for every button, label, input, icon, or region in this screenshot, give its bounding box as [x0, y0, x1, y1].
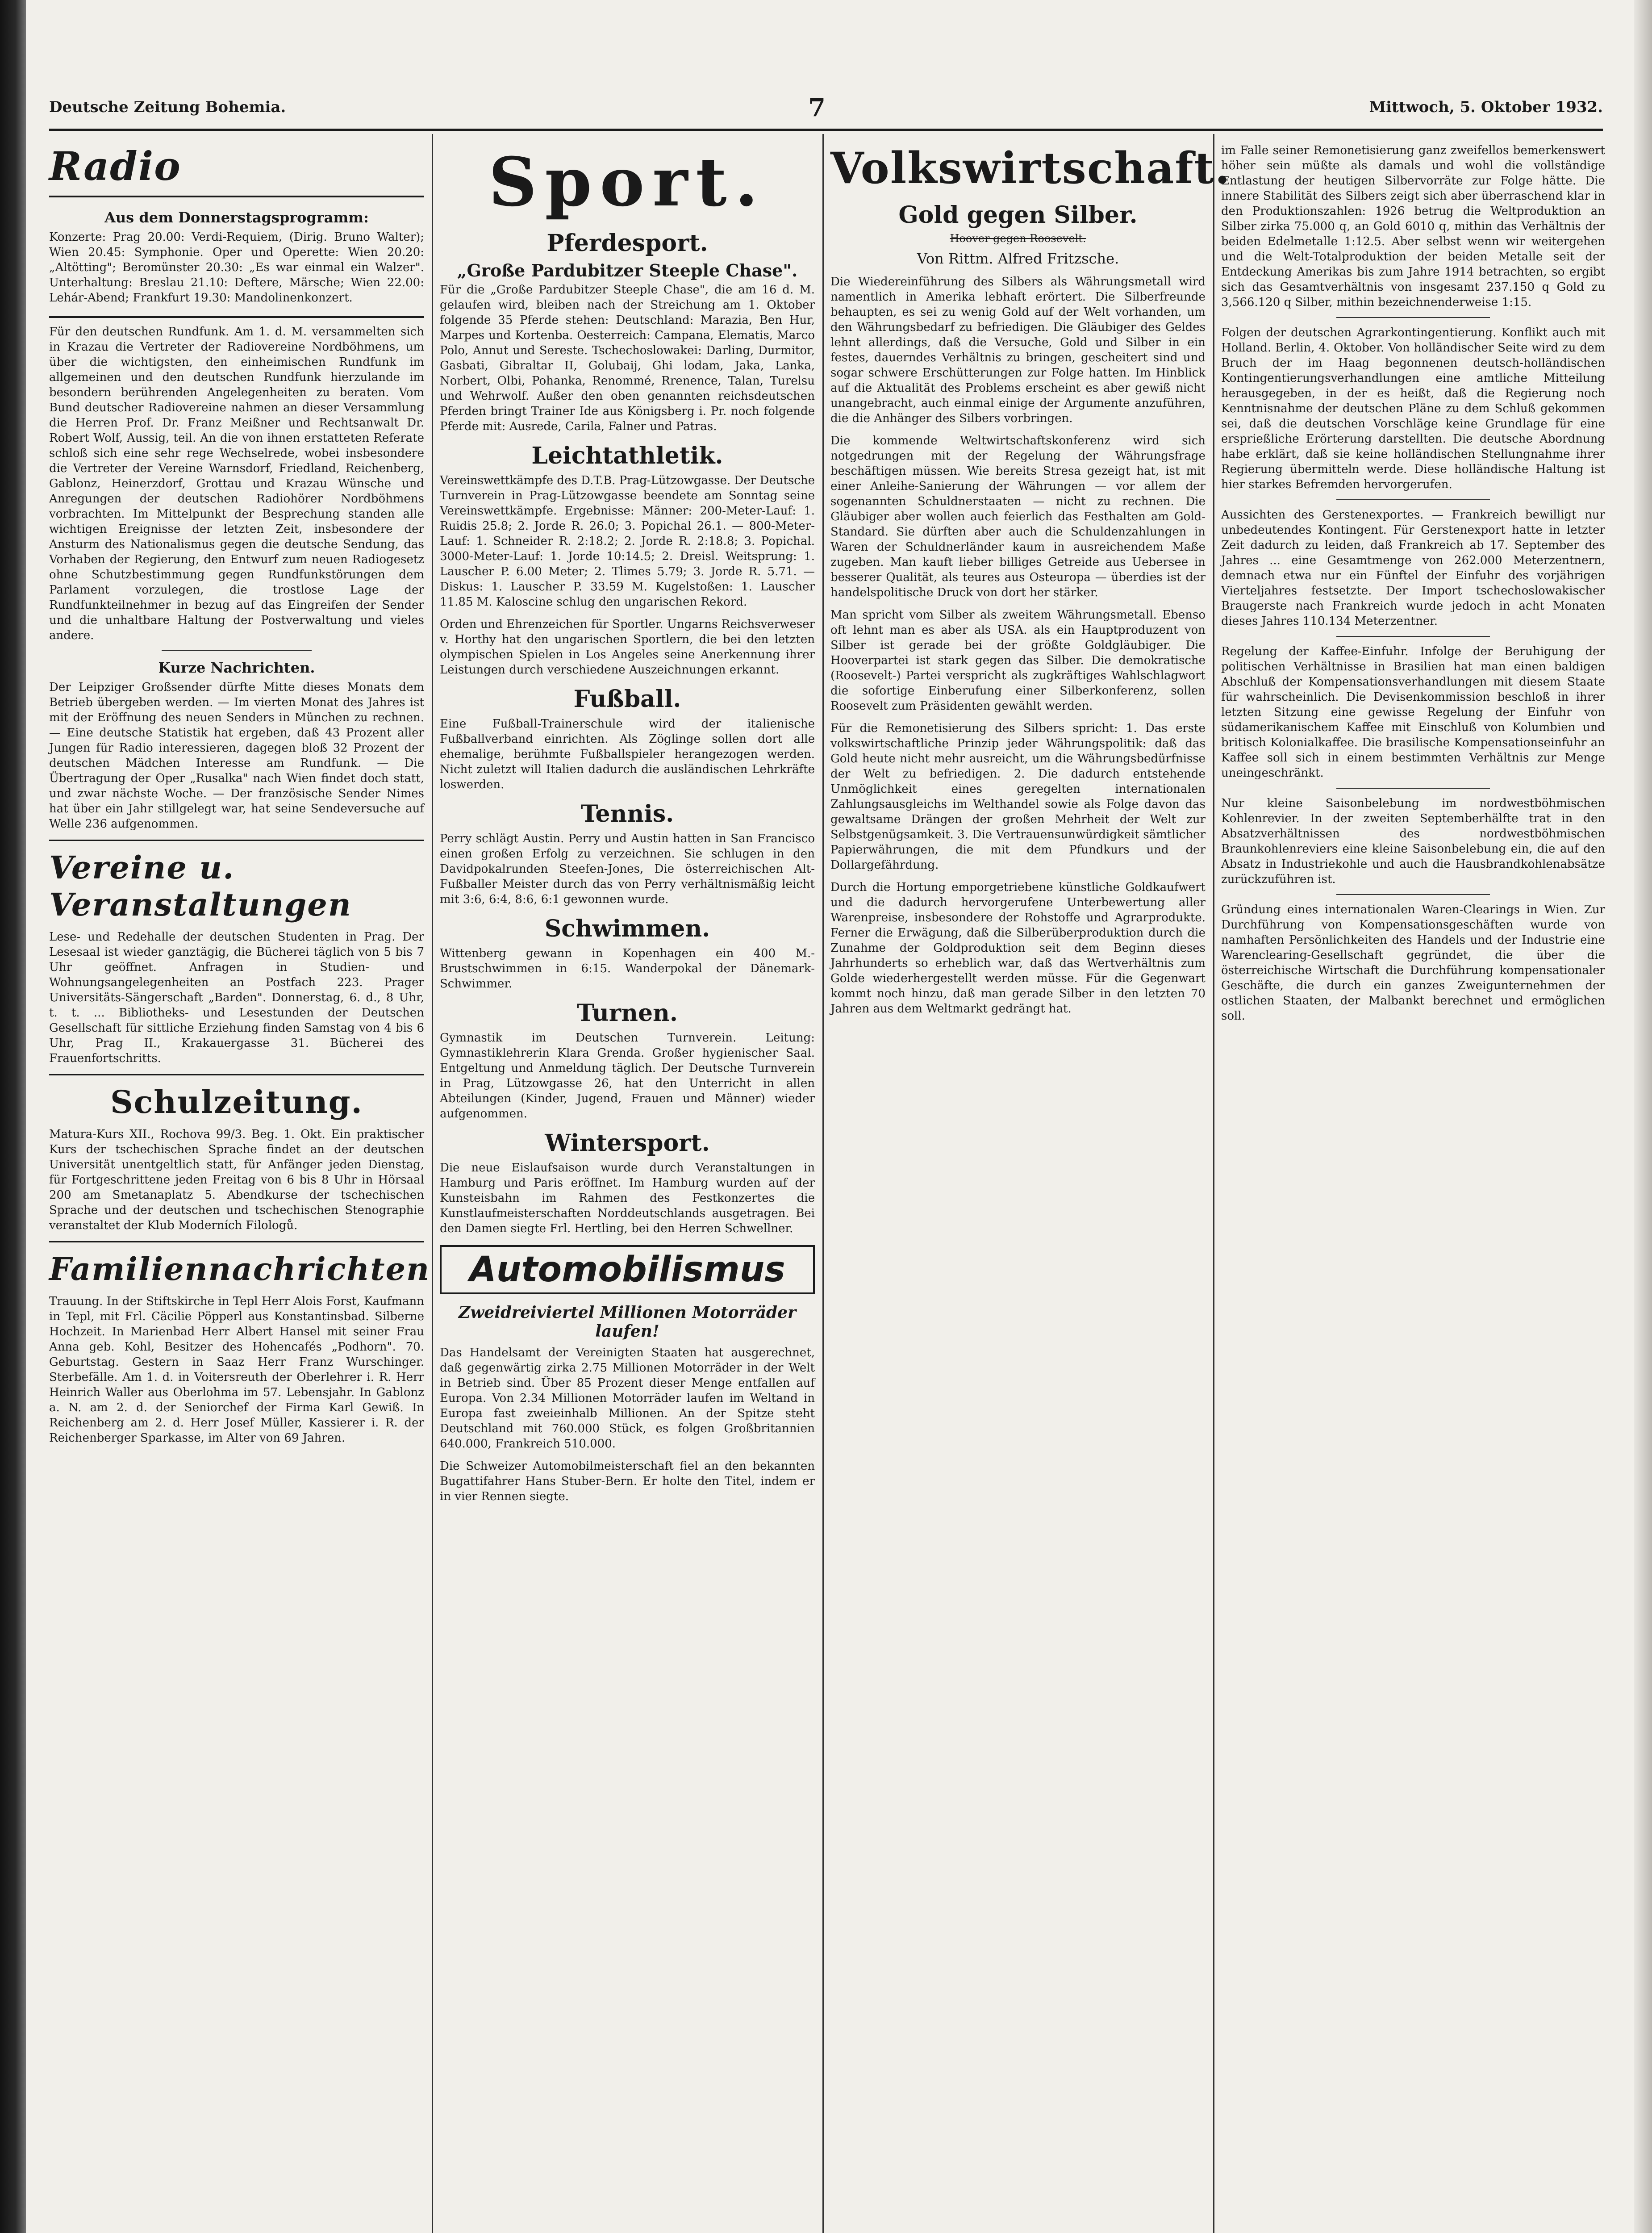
article-schweizer: Die Schweizer Automobilmeisterschaft fiel an den bekannten Bugattifahrer Hans Stuber-Bern. Er holte den Titel, indem er in vier Rennen siegte.: [440, 1459, 815, 1503]
article-turnen: Gymnastik im Deutschen Turnverein. Leitung: Gymnastiklehrerin Klara Grenda. Großer hygienischer Saal. Entgeltung und Anmeldung täglich. Der Deutsche Turnverein in Prag, Lützowgasse 26, hat den Unterricht in allen Abteilungen (Kinder, Jugend, Frauen und Männer) wieder aufgenommen.: [440, 1031, 815, 1121]
column-divider: [432, 134, 433, 2233]
auto-subheader: Zweidreiviertel Millionen Motorräder laufen!: [459, 1303, 796, 1341]
fussball-header: Fußball.: [573, 686, 681, 713]
gold-header: Gold gegen Silber.: [898, 201, 1138, 229]
leicht-header: Leichtathletik.: [531, 442, 723, 469]
book-spine-shadow: [0, 0, 26, 2233]
section-title-schul: Schulzeitung.: [110, 1083, 363, 1121]
section-title-volkswirtschaft: Volkswirtschaft.: [830, 143, 1231, 193]
column-divider: [822, 134, 824, 2233]
column-wirtschaft-news: [1221, 143, 1605, 1031]
article-familien: Trauung. In der Stiftskirche in Tepl Herr Alois Forst, Kaufmann in Tepl, mit Frl. Cäcilie Pöpperl aus Konstantinsbad. Silberne Hochzeit. In Marienbad Herr Albert Hansel mit seiner Frau Anna geb. Kohl, Besitzer des Hohencafés „Podhorn". 70. Geburtstag. Gestern in Saaz Herr Franz Wurschinger. Sterbefälle. Am 1. d. in Voitersreuth der Oberlehrer i. R. Herr Heinrich Waller aus Oberlohma im 57. Lebensjahr. In Gablonz a. N. am 2. d. der Seniorchef der Firma Karl Gewiß. In Reichenberg am 2. d. Herr Josef Müller, Kassierer i. R. der Reichenberger Sparkasse, im Alter von 69 Jahren.: [49, 1295, 424, 1445]
divider: [1336, 499, 1490, 500]
article-schwimm: Wittenberg gewann in Kopenhagen ein 400 M.-Brustschwimmen in 6:15. Wanderpokal der Dänemark-Schwimmer.: [440, 947, 815, 991]
article-leicht: Vereinswettkämpfe des D.T.B. Prag-Lützowgasse. Der Deutsche Turnverein in Prag-Lützowgasse beendete am Sonntag seine Vereinswettkämpfe. Ergebnisse: Männer: 200-Meter-Lauf: 1. Ruidis 25.8; 2. Jorde R. 26.0; 3. Popichal 26.1. — 800-Meter-Lauf: 1. Schneider R. 2:18.2; 2. Jorde R. 2:18.8; 3. Popichal. 3000-Meter-Lauf: 1. Jorde 10:14.5; 2. Dreisl. Weitsprung: 1. Lauscher P. 6.00 Meter; 2. Tlimes 5.79; 3. Jorde R. 5.71. — Diskus: 1. Lauscher P. 33.59 M. Kugelstoßen: 1. Lauscher 11.85 M. Kaloscine schlug den ungarischen Rekord.: [440, 474, 815, 609]
masthead-rule: [49, 129, 1603, 131]
schwimm-header: Schwimmen.: [544, 915, 710, 942]
column-radio: [49, 143, 430, 1453]
article-winter: Die neue Eislaufsaison wurde durch Veranstaltungen in Hamburg und Paris eröffnet. Im Hamburg wurden auf der Kunsteisbahn im Rahmen des Festkonzertes die Kunstlaufmeisterschaften Norddeutschlands ausgetragen. Bei den Damen siegte Frl. Hertling, bei den Herren Schwellner.: [440, 1161, 815, 1235]
article-gold-1: Die Wiedereinführung des Silbers als Währungsmetall wird namentlich in Amerika lebhaft erörtert. Die Silberfreunde behaupten, es sei zu wenig Gold auf der Welt vorhanden, um den Währungsbedarf zu befriedigen. Die Gläubiger des Geldes lehnt allerdings, daß die Versuche, Gold und Silber in ein festes, dauerndes Verhältnis zu bringen, gescheitert sind und sogar schwere Erschütterungen zur Folge hatten. Im Hinblick auf die Aktualität des Problems erscheint es aber gewiß nicht unangebracht, auch einmal einige der Argumente anzuführen, die die Anhänger des Silbers vorbringen.: [830, 275, 1206, 425]
tennis-header: Tennis.: [580, 800, 674, 828]
article-auto: Das Handelsamt der Vereinigten Staaten hat ausgerechnet, daß gegenwärtig zirka 2.75 Millionen Motorräder in der Welt in Betrieb sind. Über 85 Prozent dieser Menge entfallen auf Europa. Von 2.34 Millionen Motorräder laufen im Weltand in Europa fast zweieinhalb Millionen. An der Spitze steht Deutschland mit 760.000 Stück, es folgen Großbritannien 640.000, Frankreich 510.000.: [440, 1346, 815, 1451]
page-edge: [1634, 0, 1652, 2233]
article-gerste: Aussichten des Gerstenexportes. — Frankreich bewilligt nur unbedeutendes Kontingent. Für Gerstenexport hatte in letzter Zeit dadurch zu leiden, daß Frankreich ab 17. September des Jahres ... eine Gesamtmenge von 262.000 Meterzentnern, demnach etwa nur ein Fünftel der Einfuhr des vorjährigen Vierteljahres festsetzte. Der Import tschechoslowakischer Braugerste nach Frankreich wurde jedoch in acht Monaten dieses Jahres 110.134 Meterzentner.: [1221, 508, 1605, 628]
article-vereine: Lese- und Redehalle der deutschen Studenten in Prag. Der Lesesaal ist wieder ganztägig, die Bücherei täglich von 5 bis 7 Uhr geöffnet. Anfragen in Studien- und Wohnungsangelegenheiten an Postfach 223. Prager Universitäts-Sängerschaft „Barden". Donnerstag, 6. d., 8 Uhr, t. t. ... Bibliotheks- und Lesestunden der Deutschen Gesellschaft für sittliche Erziehung finden Samstag von 4 bis 6 Uhr, Prag II., Krakauergasse 31. Bücherei des Frauenfortschritts.: [49, 930, 424, 1065]
article-fussball: Eine Fußball-Trainerschule wird der italienische Fußballverband einrichten. Als Zöglinge sollen dort alle ehemalige, berühmte Fußballspieler herangezogen werden. Nicht zuletzt will Italien dadurch die ausländischen Lehrkräfte loswerden.: [440, 717, 815, 791]
program-header: Aus dem Donnerstagsprogramm:: [104, 209, 369, 226]
section-title-radio: Radio: [49, 143, 181, 189]
divider: [49, 1074, 424, 1075]
turnen-header: Turnen.: [577, 999, 678, 1027]
program-box: [49, 196, 424, 318]
page-masthead: [49, 93, 1603, 125]
article-rundfunk: Für den deutschen Rundfunk. Am 1. d. M. versammelten sich in Krazau die Vertreter der Radiovereine Nordböhmens, um über die wichtigsten, den einheimischen Rundfunk im allgemeinen und den deutschen Rundfunk hierzulande im besondern berührenden Angelegenheiten zu beraten. Vom Bund deutscher Radiovereine nahmen an dieser Versammlung die Herren Prof. Dr. Franz Meißner und Rechtsanwalt Dr. Robert Wolf, Aussig, teil. An die von ihnen erstatteten Referate schloß sich eine sehr rege Wechselrede, wobei insbesondere die Vertreter der Vereine Warnsdorf, Friedland, Reichenberg, Gablonz, Heinerzdorf, Grottau und Krazau Wünsche und Anregungen der deutschen Radiohörer Nordböhmens vorbrachten. Im Mittelpunkt der Besprechung standen alle wichtigen Ereignisse der letzten Zeit, insbesondere der Ansturm des Nationalismus gegen die deutsche Sendung, das Vorhaben der Regierung, den Entwurf zum neuen Radiogesetz ohne Schutzbestimmung gegen Rundfunkstörungen dem Parlament vorzulegen, die trostlose Lage der Rundfunkteilnehmer in bezug auf das Eingreifen der Sender und die unhaltbare Haltung der Postverwaltung und vieles andere.: [49, 325, 424, 642]
divider: [1336, 317, 1490, 318]
gold-subheader: Hoover gegen Roosevelt.: [950, 232, 1086, 245]
article-gold-cont: im Falle seiner Remonetisierung ganz zweifellos bemerkenswert höher sein müßte als damals und wohl die vollständige Entlastung der heutigen Silbervorräte zur Folge hätte. Die innere Stabilität des Silbers zeigt sich aber überraschend klar in den Produktionszahlen: 1926 betrug die Weltproduktion an Silber zirka 75.000 q, an Gold 6010 q, mithin das Verhältnis der beiden Edelmetalle 1:12.5. Aber selbst wenn wir weitergehen und die Welt-Totalproduktion der beiden Metalle seit der Entdeckung Amerikas bis zum Jahre 1914 betrachten, so ergibt sich das Gesamtverhältnis von insgesamt 237.150 q Gold zu 3,566.120 q Silber, mithin bezeichnenderweise 1:15.: [1221, 144, 1605, 309]
article-gold-2: Die kommende Weltwirtschaftskonferenz wird sich notgedrungen mit der Regelung der Währungsfrage beschäftigen müssen. Wie bereits Stresa gezeigt hat, ist mit einer Anleihe-Sanierung der Währungen — vor allem der sogenannten Schuldnerstaaten — nicht zu rechnen. Die Gläubiger aber wollen auch feierlich das Festhalten am Gold-Standard. Sie dürften aber auch die Schuldenzahlungen in Waren der Schuldnerländer kaum in ausreichendem Maße zugeben. Man kauft lieber billiges Getreide aus Uebersee in besserer Qualität, als teures aus Osteuropa — überdies ist der handelspolitische Druck von dort her stärker.: [830, 434, 1206, 599]
article-schul: Matura-Kurs XII., Rochova 99/3. Beg. 1. Okt. Ein praktischer Kurs der tschechischen Sprache findet an der deutschen Universität unentgeltlich statt, für Anfänger jeden Dienstag, für Fortgeschrittene jeden Freitag von 6 bis 8 Uhr in Hörsaal 200 am Smetanaplatz 5. Abendkurse der tschechischen Sprache und der deutschen und tschechischen Stenographie veranstaltet der Klub Moderních Filologů.: [49, 1128, 424, 1232]
article-kohle: Nur kleine Saisonbelebung im nordwestböhmischen Kohlenrevier. In der zweiten Septemberhälfte trat in den Absatzverhältnissen des nordwestböhmischen Braunkohlenreviers eine kleine Saisonbelebung ein, die auf den Absatz in Industriekohle und auch die Hausbrandkohlenabsätze zurückzuführen ist.: [1221, 797, 1605, 886]
divider: [1336, 788, 1490, 789]
article-gold-4: Für die Remonetisierung des Silbers spricht: 1. Das erste volkswirtschaftliche Prinzip jeder Währungspolitik: daß das Gold heute nicht mehr ausreicht, um die Währungsbedürfnisse der Welt zu befriedigen. 2. Die dadurch entstehende Unmöglichkeit eines geregelten internationalen Zahlungsausgleichs im Welthandel sowie als Folge davon das gewaltsame Drängen der großen Mehrheit der Welt zur Selbstgenügsamkeit. 3. Die Vertrauensunwürdigkeit sämtlicher Papierwährungen, die mit dem Pfundkurs und der Dollargefährdung.: [830, 722, 1206, 872]
article-clearing: Gründung eines internationalen Waren-Clearings in Wien. Zur Durchführung von Kompensationsgeschäften wurde von namhaften Persönlichkeiten des Handels und der Industrie eine Warenclearing-Gesellschaft gegründet, die über die österreichische Wirtschaft die Durchführung kompensationaler Geschäfte, die durch ein ganzes Zweigunternehmen der ostlichen Staaten, der Malbankt berechnet und ermöglichen soll.: [1221, 903, 1605, 1023]
divider: [49, 840, 424, 841]
article-gold-3: Man spricht vom Silber als zweitem Währungsmetall. Ebenso oft lehnt man es aber als USA. als ein Hauptproduzent von Silber ist gerade bei der größte Goldgläubiger. Die Hooverpartei ist stark gegen das Silber. Die demokratische (Roosevelt-) Partei verspricht als zugkräftiges Wahlschlagwort die sofortige Einberufung einer Silberkonferenz, sollen Roosevelt zum Präsidenten gewählt werden.: [830, 608, 1206, 713]
article-kaffee: Regelung der Kaffee-Einfuhr. Infolge der Beruhigung der politischen Verhältnisse in Brasilien hat man einen baldigen Abschluß der Kompensationsverhandlungen mit diesem Staate für wahrscheinlich. Die Devisenkommission beschloß in ihrer letzten Sitzung eine gewisse Regelung der Einfuhr von südamerikanischem Kaffee mit Einschluß von Kolumbien und britisch Kolonialkaffee. Die brasilische Kompensationseinfuhr an Kaffee soll sich in einem bestimmten Verhältnis zur Menge uneingeschränkt.: [1221, 645, 1605, 780]
article-kurze: Der Leipziger Großsender dürfte Mitte dieses Monats dem Betrieb übergeben werden. — Im vierten Monat des Jahres ist mit der Eröffnung des neuen Senders in München zu rechnen. — Eine deutsche Statistik hat ergeben, daß 43 Prozent aller Jungen für Radio interessieren, dagegen bloß 32 Prozent der deutschen Mädchen Interesse am Rundfunk. — Die Übertragung der Oper „Rusalka" nach Wien findet doch statt, und zwar nächste Woche. — Der französische Sender Nimes hat über ein Jahr stillgelegt war, hat seine Sendeversuche auf Welle 236 aufgenommen.: [49, 681, 424, 831]
article-byline: Von Rittm. Alfred Fritzsche.: [917, 250, 1119, 267]
page-number: 7: [808, 93, 826, 122]
pferde-header: Pferdesport.: [546, 230, 708, 257]
article-agrar: Folgen der deutschen Agrarkontingentierung. Konflikt auch mit Holland. Berlin, 4. Oktober. Von holländischer Seite wird zu dem Bruch der im Haag begonnenen deutsch-holländischen Kontingentierungsverhandlungen eine amtliche Mitteilung herausgegeben, in der es heißt, daß die Regierung noch Kenntnisnahme der deutschen Pläne zu dem Schluß gekommen sei, daß die deutschen Vorschläge keine Grundlage für eine ersprießliche Erörterung darstellten. Die deutsche Abordnung habe erklärt, daß sie keine holländischen Stellungnahme ihrer Regierung übermitteln werde. Diese holländische Haltung ist hier starkes Befremden hervorgerufen.: [1221, 326, 1605, 491]
divider: [1336, 636, 1490, 637]
newspaper-name: Deutsche Zeitung Bohemia.: [49, 98, 286, 116]
article-pferde: Für die „Große Pardubitzer Steeple Chase", die am 16 d. M. gelaufen wird, bleiben nach der Streichung am 1. Oktober folgende 35 Pferde stehen: Deutschland: Marazia, Ben Hur, Marpes und Kortenba. Oesterreich: Campana, Elematis, Marco Polo, Annut und Sereste. Tschechoslowakei: Darling, Durmitor, Gasbati, Gibraltar II, Golubaij, Ghi lodam, Jaka, Lanka, Norbert, Olbi, Pohanka, Renommé, Rrenence, Talan, Turelsu und Wehrwolf. Außer den oben genannten reichsdeutschen Pferden bringt Trainer Ide aus Königsberg i. Pr. noch folgende Pferde mit: Ausrede, Carila, Falner und Patras.: [440, 283, 815, 433]
section-title-sport: Sport.: [488, 143, 766, 222]
pferde-subheader: „Große Pardubitzer Steeple Chase".: [457, 260, 798, 280]
article-gold-5: Durch die Hortung emporgetriebene künstliche Goldkaufwert und die dadurch hervorgerufene Unterbewertung aller Warenpreise, insbesondere der Rohstoffe und Agrarprodukte. Ferner die Erwägung, daß die Silberüberproduktion durch die Zunahme der Goldproduktion seit dem Beginn dieses Jahrhunderts so erheblich war, daß das Wertverhältnis zum Golde wiederhergestellt werden müsse. Für die Gegenwart kommt noch hinzu, daß man gerade Silber in den letzten 70 Jahren aus dem Weltmarkt gedrängt hat.: [830, 881, 1206, 1016]
article-ehren: Orden und Ehrenzeichen für Sportler. Ungarns Reichsverweser v. Horthy hat den ungarischen Sportlern, die bei den letzten olympischen Spielen in Los Angeles seine Anerkennung ihrer Leistungen durch verschiedene Auszeichnungen erkannt.: [440, 618, 815, 677]
divider: [162, 650, 312, 651]
section-title-automobilismus: Automobilismus: [440, 1245, 815, 1294]
divider: [49, 1241, 424, 1242]
section-title-familien: Familiennachrichten: [49, 1250, 430, 1288]
article-tennis: Perry schlägt Austin. Perry und Austin hatten in San Francisco einen großen Erfolg zu verzeichnen. Sie schlugen in den Davidpokalrunden Steefen-Jones, Die österreichischen Alt-Fußballer Meister durch das von Perry verhältnismäßig leicht mit 3:6, 6:4, 8:6, 6:1 gewonnen wurde.: [440, 832, 815, 906]
column-volkswirtschaft: [830, 143, 1231, 1024]
divider: [1336, 894, 1490, 895]
issue-date: Mittwoch, 5. Oktober 1932.: [1369, 98, 1603, 116]
column-sport: [440, 143, 815, 1511]
kurze-header: Kurze Nachrichten.: [158, 659, 315, 676]
section-title-vereine: Vereine u. Veranstaltungen: [49, 849, 352, 923]
column-divider: [1213, 134, 1214, 2233]
program-text: Konzerte: Prag 20.00: Verdi-Requiem, (Dirig. Bruno Walter); Wien 20.45: Symphonie. Oper und Operette: Wien 20.20: „Altötting"; Beromünster 20.30: „Es war einmal ein Walzer". Unterhaltung: Breslau 21.10: Deftere, Märsche; Wien 22.00: Lehár-Abend; Frankfurt 19.30: Mandolinenkonzert.: [49, 230, 424, 305]
winter-header: Wintersport.: [545, 1129, 710, 1157]
